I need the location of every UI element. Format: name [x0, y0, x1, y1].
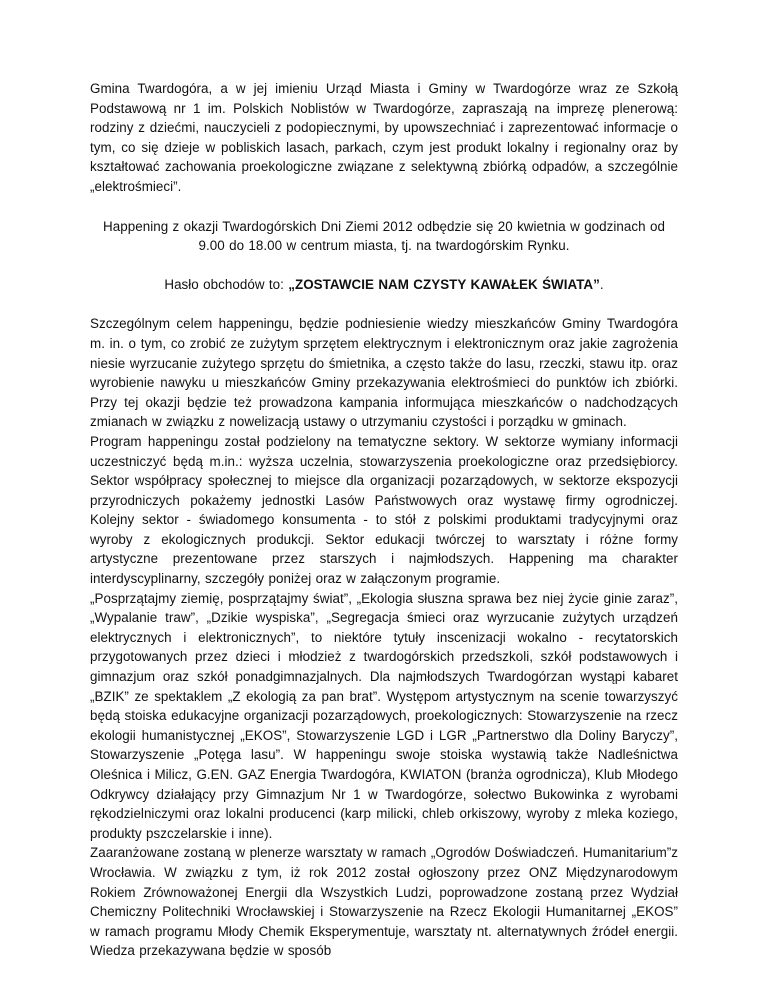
workshops-paragraph: Zaaranżowane zostaną w plenerze warsztaty w ramach „Ogrodów Doświadczeń. Humanitarium”z Wrocławia. W związku z tym, iż rok 2012 został ogłoszony przez ONZ Międzynarodowym Rokiem Zrównoważonej Energii dla Wszystkich Ludzi, poprowadzone zostaną przez Wydział Chemiczny Politechniki Wrocławskiej i Stowarzyszenie na Rzecz Ekologii Humanitarnej „EKOS” w ramach programu Młody Chemik Eksperymentuje, warsztaty nt. alternatywnych źródeł energii. Wiedza przekazywana będzie w sposób	[90, 845, 678, 959]
program-paragraph: Program happeningu został podzielony na tematyczne sektory. W sektorze wymiany informacji uczestniczyć będą m.in.: wyższa uczelnia, stowarzyszenia proekologiczne oraz przedsiębiorcy. Sektor współpracy społecznej to miejsce dla organizacji pozarządowych, w sektorze ekspozycji przyrodniczych pokażemy jednostki Lasów Państwowych oraz wystawę firmy ogrodniczej. Kolejny sektor - świadomego konsumenta - to stół z polskimi produktami tradycyjnymi oraz wyroby z ekologicznych produkcji. Sektor edukacji twórczej to warsztaty i różne formy artystyczne prezentowane przez starszych i najmłodszych. Happening ma charakter interdyscyplinarny, szczegóły poniżej oraz w załączonym programie.	[90, 433, 678, 587]
document-page	[90, 79, 678, 961]
intro-paragraph: Gmina Twardogóra, a w jej imieniu Urząd Miasta i Gminy w Twardogórze wraz ze Szkołą Podstawową nr 1 im. Polskich Noblistów w Twardogórze, zapraszają na imprezę plenerową: rodziny z dziećmi, nauczycieli z podopiecznymi, by upowszechniać i zaprezentować informacje o tym, co się dzieje w pobliskich lasach, parkach, czym jest produkt lokalny i regionalny oraz by kształtować zachowania proekologiczne związane z selektywną zbiórką odpadów, a szczególnie „elektrośmieci”.	[90, 81, 678, 194]
event-info-paragraph: Happening z okazji Twardogórskich Dni Ziemi 2012 odbędzie się 20 kwietnia w godzinach od 9.00 do 18.00 w centrum miasta, tj. na twardogórskim Rynku.	[103, 218, 665, 254]
goal-paragraph: Szczególnym celem happeningu, będzie podniesienie wiedzy mieszkańców Gminy Twardogóra m. in. o tym, co zrobić ze zużytym sprzętem elektrycznym i elektronicznym oraz jakie zagrożenia niesie wyrzucanie zużytego sprzętu do śmietnika, a często także do lasu, rzeczki, stawu itp. oraz wyrobienie nawyku u mieszkańców Gminy przekazywania elektrośmieci do punktów ich zbiórki. Przy tej okazji będzie też prowadzona kampania informująca mieszkańców o nadchodzących zmianach w związku z nowelizacją ustawy o utrzymaniu czystości i porządku w gminach.	[90, 316, 678, 430]
slogan-text: „ZOSTAWCIE NAM CZYSTY KAWAŁEK ŚWIATA”	[288, 276, 600, 292]
performances-paragraph: „Posprzątajmy ziemię, posprzątajmy świat”, „Ekologia słuszna sprawa bez niej życie ginie zaraz”, „Wypalanie traw”, „Dzikie wyspiska”, „Segregacja śmieci oraz wyrzucanie zużytych urządzeń elektrycznych i elektronicznych”, to niektóre tytuły inscenizacji wokalno - recytatorskich przygotowanych przez dzieci i młodzież z twardogórskich przedszkoli, szkół podstawowych i gimnazjum oraz szkół ponadgimnazjalnych. Dla najmłodszych Twardogórzan wystąpi kabaret „BZIK” ze spektaklem „Z ekologią za pan brat”. Występom artystycznym na scenie towarzyszyć będą stoiska edukacyjne organizacji pozarządowych, proekologicznych: Stowarzyszenie na rzecz ekologii humanistycznej „EKOS”, Stowarzyszenie LGD i LGR „Partnerstwo dla Doliny Baryczy”, Stowarzyszenie „Potęga lasu”. W happeningu swoje stoiska wystawią także Nadleśnictwa Oleśnica i Milicz, G.EN. GAZ Energia Twardogóra, KWIATON (branża ogrodnicza), Klub Młodego Odkrywcy działający przy Gimnazjum Nr 1 w Twardogórze, sołectwo Bukowinka z wyrobami rękodzielniczymi oraz lokalni producenci (karp milicki, chleb orkiszowy, wyroby z mleka koziego, produkty pszczelarskie i inne).	[90, 590, 678, 841]
slogan-paragraph	[90, 275, 678, 295]
slogan-prefix: Hasło obchodów to:	[164, 276, 289, 292]
slogan-suffix: .	[599, 276, 604, 292]
